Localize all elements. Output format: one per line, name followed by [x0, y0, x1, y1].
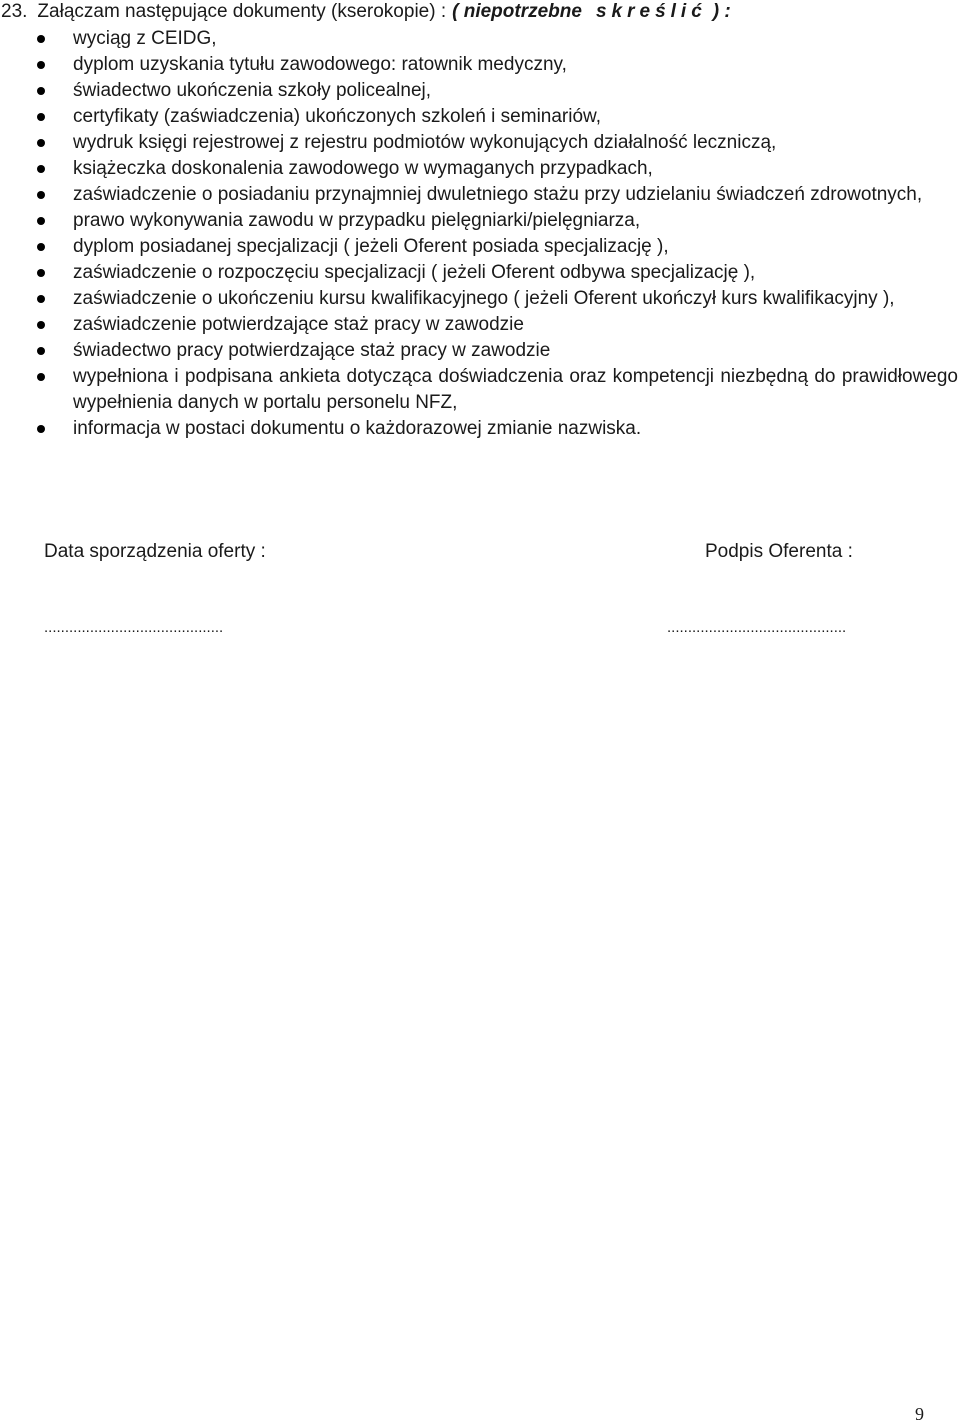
list-item [0, 26, 960, 52]
bullet-icon [37, 269, 45, 277]
list-item-text: zaświadczenie o ukończeniu kursu kwalifikacyjnego ( jeżeli Oferent ukończył kurs kwalifikacyjny ), [73, 288, 895, 309]
list-item [0, 416, 960, 442]
document-list [0, 26, 960, 442]
heading-emphasis-strike-out: skreślić [595, 1, 707, 22]
bullet-icon [37, 165, 45, 173]
list-item-text: certyfikaty (zaświadczenia) ukończonych szkoleń i seminariów, [73, 106, 601, 127]
list-item [0, 130, 960, 156]
heading-emphasis-close: ) : [712, 1, 731, 22]
list-item-text: wypełniona i podpisana ankieta dotycząca doświadczenia oraz kompetencji niezbędną do prawidłowego wypełnienia danych w portalu personelu NFZ, [73, 366, 958, 413]
list-item [0, 182, 960, 208]
bullet-icon [37, 87, 45, 95]
offer-date-line: ........................................... [44, 619, 224, 636]
bullet-icon [37, 347, 45, 355]
list-item [0, 234, 960, 260]
bullet-icon [37, 243, 45, 251]
list-item [0, 286, 960, 312]
bullet-icon [37, 139, 45, 147]
list-item-text: dyplom uzyskania tytułu zawodowego: ratownik medyczny, [73, 54, 567, 75]
list-item [0, 52, 960, 78]
bullet-icon [37, 35, 45, 43]
offeror-signature-line: ........................................... [667, 619, 847, 636]
list-item-text: świadectwo pracy potwierdzające staż pracy w zawodzie [73, 340, 551, 361]
bullet-icon [37, 321, 45, 329]
page-number: 9 [915, 1404, 924, 1424]
list-item [0, 364, 960, 416]
list-item-text: książeczka doskonalenia zawodowego w wymaganych przypadkach, [73, 158, 653, 179]
list-item [0, 260, 960, 286]
bullet-icon [37, 217, 45, 225]
heading-emphasis-open: ( niepotrzebne [452, 1, 582, 22]
offer-date-label: Data sporządzenia oferty : [44, 541, 266, 562]
list-item-text: zaświadczenie o posiadaniu przynajmniej dwuletniego stażu przy udzielaniu świadczeń zdrowotnych, [73, 184, 923, 205]
bullet-icon [37, 425, 45, 433]
section-heading-text: Załączam następujące dokumenty (kserokopie) : [37, 1, 447, 22]
list-item [0, 208, 960, 234]
section-number: 23. [1, 1, 28, 22]
list-item [0, 78, 960, 104]
bullet-icon [37, 113, 45, 121]
list-item [0, 338, 960, 364]
list-item-text: informacja w postaci dokumentu o każdorazowej zmianie nazwiska. [73, 418, 642, 439]
list-item [0, 104, 960, 130]
list-item-text: dyplom posiadanej specjalizacji ( jeżeli Oferent posiada specjalizację ), [73, 236, 669, 257]
offeror-signature-label: Podpis Oferenta : [705, 541, 853, 562]
list-item [0, 156, 960, 182]
list-item-text: prawo wykonywania zawodu w przypadku pielęgniarki/pielęgniarza, [73, 210, 641, 231]
bullet-icon [37, 191, 45, 199]
list-item-text: wydruk księgi rejestrowej z rejestru podmiotów wykonujących działalność leczniczą, [73, 132, 777, 153]
section-heading [1, 0, 731, 24]
list-item-text: wyciąg z CEIDG, [73, 28, 217, 49]
list-item-text: zaświadczenie o rozpoczęciu specjalizacji ( jeżeli Oferent odbywa specjalizację ), [73, 262, 756, 283]
bullet-icon [37, 373, 45, 381]
bullet-icon [37, 295, 45, 303]
list-item [0, 312, 960, 338]
list-item-text: zaświadczenie potwierdzające staż pracy w zawodzie [73, 314, 524, 335]
list-item-text: świadectwo ukończenia szkoły policealnej, [73, 80, 432, 101]
bullet-icon [37, 61, 45, 69]
